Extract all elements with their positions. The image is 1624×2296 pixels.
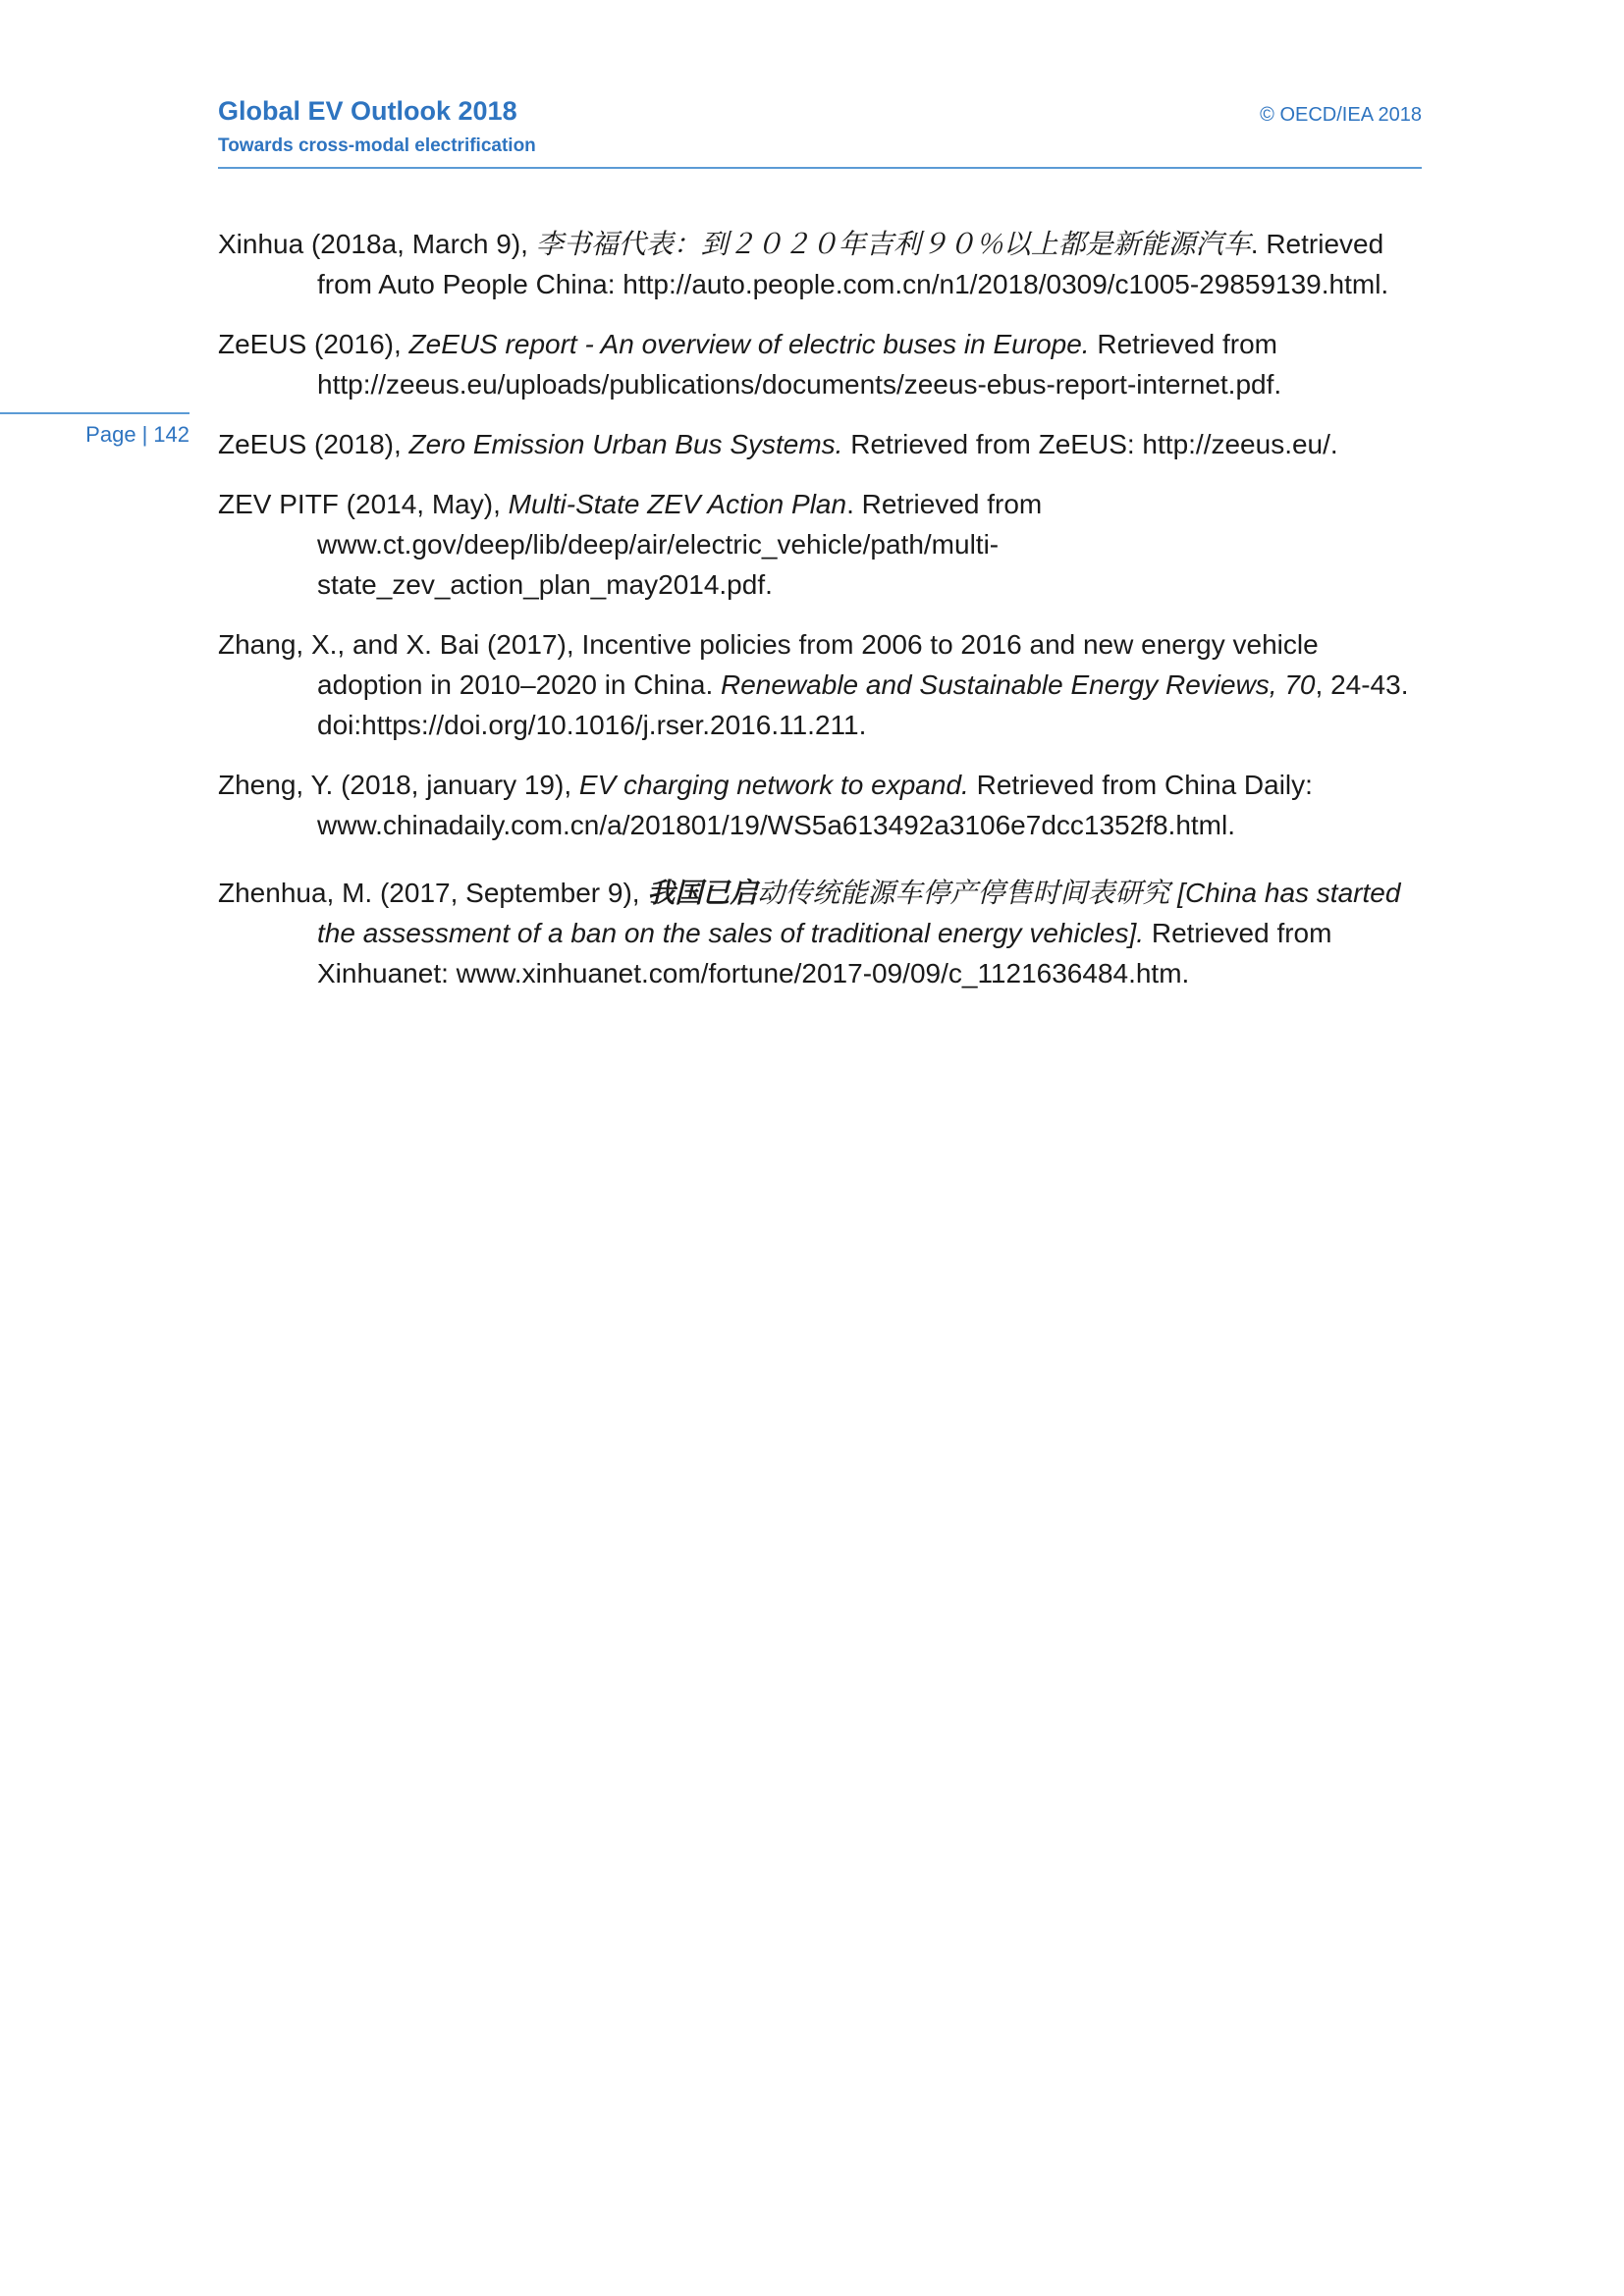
reference-lead: ZeEUS (2018), (218, 429, 409, 459)
reference-lead: Xinhua (2018a, March 9), (218, 229, 536, 259)
reference-tail: Retrieved from China Daily: www.chinadaily.com.cn/a/201801/19/WS5a613492a3106e7dcc1352f8.html. (317, 770, 1313, 840)
reference-title: EV charging network to expand. (578, 770, 969, 800)
reference-title: 动传统能源车停产停售时间表研究 (757, 877, 1170, 909)
page-number: 142 (153, 422, 189, 447)
reference-lead: Zheng, Y. (2018, january 19), (218, 770, 579, 800)
reference-title: Zero Emission Urban Bus Systems. (408, 429, 843, 459)
page-header (218, 96, 1422, 169)
reference-title: Multi-State ZEV Action Plan (508, 489, 847, 519)
reference-tail: . Retrieved from Auto People China: http://auto.people.com.cn/n1/2018/0309/c1005-29859139.html. (317, 229, 1389, 299)
reference-tail: , 24-43. doi:https://doi.org/10.1016/j.rser.2016.11.211. (317, 669, 1409, 740)
reference-lead: ZeEUS (2016), (218, 329, 409, 359)
reference-tail: Retrieved from Xinhuanet: www.xinhuanet.com/fortune/2017-09/09/c_1121636484.htm. (317, 918, 1332, 988)
report-title: Global EV Outlook 2018 (218, 96, 517, 126)
page-separator: | (141, 422, 148, 447)
copyright-notice: © OECD/IEA 2018 (1260, 104, 1422, 126)
reference-entry (218, 424, 1422, 464)
reference-lead: ZEV PITF (2014, May), (218, 489, 509, 519)
reference-title-bold: 我国已启 (647, 877, 758, 909)
reference-title: Renewable and Sustainable Energy Reviews, 70 (721, 669, 1316, 700)
reference-tail: Retrieved from http://zeeus.eu/uploads/publications/documents/zeeus-ebus-report-internet.pdf. (317, 329, 1282, 400)
reference-list (218, 224, 1422, 1013)
reference-entry (218, 324, 1422, 404)
chapter-subtitle: Towards cross-modal electrification (218, 135, 536, 156)
reference-entry (218, 624, 1422, 745)
reference-tail: Retrieved from ZeEUS: http://zeeus.eu/. (842, 429, 1338, 459)
reference-tail: . Retrieved from www.ct.gov/deep/lib/deep/air/electric_vehicle/path/multi-state_zev_action_plan_may2014.pdf. (317, 489, 1043, 600)
reference-lead: Zhenhua, M. (2017, September 9), (218, 878, 648, 908)
reference-lead: Zhang, X., and X. Bai (2017), Incentive policies from 2006 to 2016 and new energy vehicle adoption in 2010–2020 in China. (218, 629, 1319, 700)
page-number-marker (0, 412, 189, 448)
reference-entry (218, 484, 1422, 605)
reference-entry (218, 873, 1422, 993)
page-label: Page (85, 422, 136, 447)
reference-title-translation: [China has started the assessment of a ban on the sales of traditional energy vehicles]. (317, 878, 1401, 948)
reference-entry (218, 224, 1422, 304)
reference-entry (218, 765, 1422, 845)
reference-title: 李书福代表：到２０２０年吉利９０％以上都是新能源汽车 (535, 228, 1251, 260)
reference-title: ZeEUS report - An overview of electric buses in Europe. (408, 329, 1090, 359)
